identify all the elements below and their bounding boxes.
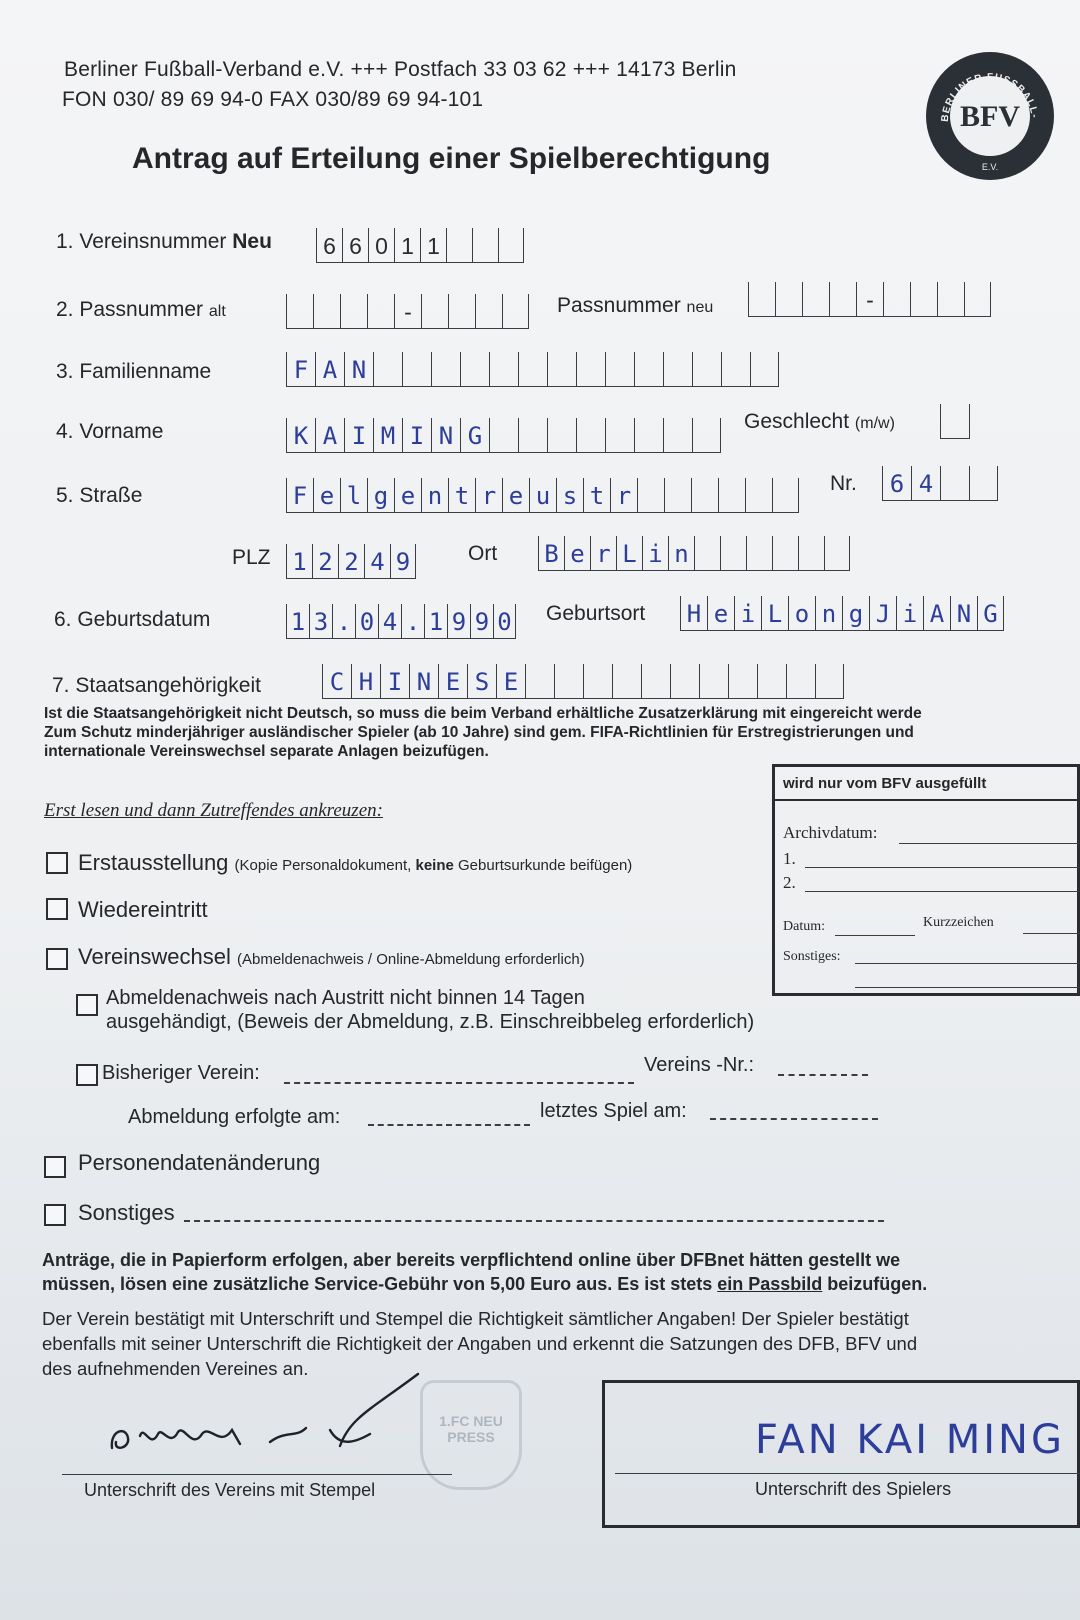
char-box[interactable]: N [344, 352, 373, 386]
char-box[interactable] [489, 352, 518, 386]
char-box[interactable] [750, 352, 779, 386]
char-box[interactable] [798, 536, 824, 570]
char-box[interactable]: F [286, 478, 313, 512]
ort-boxes[interactable] [538, 536, 850, 571]
char-box[interactable] [498, 228, 524, 262]
familienname-boxes[interactable] [286, 352, 779, 387]
char-box[interactable] [421, 294, 448, 328]
sonstiges-line[interactable] [184, 1220, 884, 1222]
club-signature-caption: Unterschrift des Vereins mit Stempel [84, 1480, 376, 1500]
char-box[interactable] [745, 478, 772, 512]
char-box[interactable]: 3 [309, 604, 332, 638]
geschlecht-box[interactable] [940, 404, 970, 439]
confirmation-text: Der Verein bestätigt mit Unterschrift und Stempel die Richtigkeit sämtlicher Angaben! Der Spieler bestätigt ebenfalls mit seiner Unterschrift die Richtigkeit der Angaben und erkennt die Satzungen des DFB, BFV und des aufnehmenden Vereines an. [42, 1308, 918, 1379]
char-box[interactable]: 2 [338, 544, 364, 578]
nr-label: Nr. [830, 472, 857, 495]
char-box[interactable] [313, 294, 340, 328]
official-sonstiges: Sonstiges: [783, 949, 841, 964]
abmeldung-line[interactable] [368, 1124, 530, 1126]
char-box[interactable] [718, 478, 745, 512]
char-box[interactable]: g [367, 478, 394, 512]
char-box[interactable] [547, 418, 576, 452]
char-box[interactable] [502, 294, 529, 328]
abmeldenachweis-label: Abmeldenachweis nach Austritt nicht binnen 14 Tagen ausgehändigt, (Beweis der Abmeldung, z.B. Einschreibbeleg erforderlich) [106, 987, 755, 1033]
staatsangehoerigkeit-boxes[interactable] [322, 664, 844, 699]
official-kurzzeichen: Kurzzeichen [923, 915, 994, 930]
char-box[interactable]: G [977, 596, 1004, 630]
char-box[interactable]: i [642, 536, 668, 570]
char-box[interactable]: e [313, 478, 340, 512]
char-box[interactable]: r [590, 536, 616, 570]
passnummer-neu-label: Passnummer neu [557, 294, 714, 317]
char-box[interactable]: e [502, 478, 529, 512]
vereinsnummer-label: 1. Vereinsnummer Neu [56, 230, 272, 253]
wiedereintritt-checkbox[interactable] [46, 898, 68, 920]
char-box[interactable]: u [529, 478, 556, 512]
plz-boxes[interactable] [286, 544, 416, 579]
letztes-spiel-line[interactable] [710, 1118, 878, 1120]
char-box[interactable] [829, 282, 856, 316]
char-box[interactable] [748, 282, 775, 316]
char-box[interactable] [802, 282, 829, 316]
char-box[interactable] [612, 664, 641, 698]
passnummer-alt-boxes[interactable] [286, 294, 529, 329]
char-box[interactable] [692, 418, 721, 452]
char-box[interactable]: N [409, 664, 438, 698]
char-box[interactable] [402, 352, 431, 386]
char-box[interactable] [460, 352, 489, 386]
char-box[interactable]: 4 [364, 544, 390, 578]
official-item-2: 2. [783, 873, 796, 892]
char-box[interactable]: E [496, 664, 525, 698]
passnummer-alt-label: 2. Passnummer alt [56, 298, 226, 321]
char-box[interactable] [757, 664, 786, 698]
char-box[interactable]: A [315, 418, 344, 452]
erstausstellung-checkbox[interactable] [46, 852, 68, 874]
char-box[interactable] [964, 282, 991, 316]
abmeldenachweis-checkbox[interactable] [76, 994, 98, 1016]
char-box[interactable]: 9 [470, 604, 493, 638]
char-box[interactable]: 9 [390, 544, 416, 578]
char-box[interactable]: K [286, 418, 315, 452]
char-box[interactable]: 1 [286, 604, 309, 638]
char-box[interactable]: J [869, 596, 896, 630]
personendaten-checkbox[interactable] [44, 1156, 66, 1178]
char-box[interactable]: C [322, 664, 351, 698]
char-box[interactable] [969, 466, 998, 500]
char-box[interactable] [340, 294, 367, 328]
char-box[interactable]: A [923, 596, 950, 630]
char-box[interactable]: I [344, 418, 373, 452]
char-box[interactable] [772, 478, 799, 512]
char-box[interactable] [824, 536, 850, 570]
char-box[interactable] [286, 294, 313, 328]
char-box[interactable]: L [761, 596, 788, 630]
geburtsdatum-label: 6. Geburtsdatum [54, 608, 211, 631]
char-box[interactable] [720, 536, 746, 570]
char-box[interactable]: B [538, 536, 564, 570]
char-box[interactable] [670, 664, 699, 698]
bisheriger-verein-line[interactable] [284, 1082, 634, 1084]
char-box[interactable]: r [610, 478, 637, 512]
char-box[interactable]: . [401, 604, 424, 638]
char-box[interactable] [691, 478, 718, 512]
nr-boxes[interactable] [882, 466, 998, 501]
player-signature: FAN KAI MING [755, 1417, 1065, 1463]
char-box[interactable]: 4 [911, 466, 940, 500]
char-box[interactable]: M [373, 418, 402, 452]
player-signature-box[interactable] [602, 1380, 1080, 1528]
char-box[interactable] [367, 294, 394, 328]
char-box[interactable] [605, 418, 634, 452]
char-box[interactable]: t [448, 478, 475, 512]
char-box[interactable] [576, 418, 605, 452]
char-box[interactable] [525, 664, 554, 698]
bfv-logo [926, 52, 1054, 180]
sonstiges-checkbox[interactable] [44, 1204, 66, 1226]
geschlecht-label: Geschlecht (m/w) [744, 410, 895, 433]
vorname-boxes[interactable] [286, 418, 721, 453]
char-box[interactable] [518, 352, 547, 386]
char-box[interactable]: e [564, 536, 590, 570]
letztes-spiel-label: letztes Spiel am: [540, 1100, 687, 1122]
char-box[interactable]: t [583, 478, 610, 512]
vereinswechsel-label: Vereinswechsel (Abmeldenachweis / Online-Abmeldung erforderlich) [78, 944, 585, 969]
char-box[interactable]: 0 [493, 604, 516, 638]
char-box[interactable] [746, 536, 772, 570]
char-box[interactable]: 6 [342, 228, 368, 262]
char-box[interactable]: S [467, 664, 496, 698]
char-box[interactable]: n [668, 536, 694, 570]
char-box[interactable]: 1 [424, 604, 447, 638]
bisheriger-verein-label: Bisheriger Verein: [102, 1062, 260, 1084]
char-box[interactable]: 2 [312, 544, 338, 578]
char-box[interactable] [786, 664, 815, 698]
vorname-label: 4. Vorname [56, 420, 164, 443]
char-box[interactable] [605, 352, 634, 386]
form-title: Antrag auf Erteilung einer Spielberechtigung [132, 142, 771, 175]
char-box[interactable]: g [842, 596, 869, 630]
char-box[interactable] [940, 466, 969, 500]
logo-ev: E.V. [981, 162, 999, 172]
char-box[interactable]: 4 [378, 604, 401, 638]
char-box[interactable]: H [680, 596, 707, 630]
char-box[interactable]: F [286, 352, 315, 386]
player-signature-caption: Unterschrift des Spielers [755, 1479, 952, 1499]
char-box[interactable] [883, 282, 910, 316]
char-box[interactable] [448, 294, 475, 328]
sonstiges-label: Sonstiges [78, 1200, 175, 1225]
char-box[interactable] [634, 418, 663, 452]
char-box[interactable] [472, 228, 498, 262]
instructions-text: Erst lesen und dann Zutreffendes ankreuzen: [44, 800, 383, 821]
service-fee-notice: Anträge, die in Papierform erfolgen, aber bereits verpflichtend online über DFBnet hätten gestellt we müssen, lösen eine zusätzliche Service-Gebühr von 5,00 Euro aus. Es ist stets ein Passbild beizufügen. [42, 1250, 928, 1294]
vereinsnummer-boxes[interactable] [316, 228, 524, 263]
char-box[interactable]: n [421, 478, 448, 512]
char-box[interactable] [373, 352, 402, 386]
strasse-boxes[interactable] [286, 478, 799, 513]
official-item-1: 1. [783, 849, 796, 868]
personendaten-label: Personendatenänderung [78, 1150, 321, 1175]
geburtsdatum-boxes[interactable] [286, 604, 516, 639]
char-box[interactable] [937, 282, 964, 316]
char-box[interactable]: e [394, 478, 421, 512]
char-box[interactable]: - [394, 294, 421, 328]
char-box[interactable]: - [856, 282, 883, 316]
char-box[interactable]: e [707, 596, 734, 630]
official-box-title: wird nur vom BFV ausgefüllt [783, 775, 987, 792]
club-stamp: 1.FC NEU PRESS [420, 1380, 522, 1490]
char-box[interactable]: N [950, 596, 977, 630]
plz-label: PLZ [232, 546, 271, 569]
char-box[interactable]: s [556, 478, 583, 512]
char-box[interactable] [664, 478, 691, 512]
char-box[interactable] [940, 404, 970, 438]
char-box[interactable]: 0 [355, 604, 378, 638]
char-box[interactable] [446, 228, 472, 262]
char-box[interactable] [692, 352, 721, 386]
char-box[interactable] [576, 352, 605, 386]
char-box[interactable] [583, 664, 612, 698]
char-box[interactable] [637, 478, 664, 512]
char-box[interactable]: 1 [394, 228, 420, 262]
char-box[interactable] [772, 536, 798, 570]
logo-ring-text: BERLINER FUSSBALL- [939, 71, 1040, 123]
char-box[interactable]: 1 [286, 544, 312, 578]
char-box[interactable] [641, 664, 670, 698]
char-box[interactable]: i [734, 596, 761, 630]
staatsangehoerigkeit-label: 7. Staatsangehörigkeit [52, 674, 261, 697]
char-box[interactable] [728, 664, 757, 698]
nationality-notice: Ist die Staatsangehörigkeit nicht Deutsch, so muss die beim Verband erhältliche Zusatzerklärung mit eingereicht werde Zum Schutz minderjähriger ausländischer Spieler (ab 10 Jahre) sind gem. FIFA-Richtlinien für Erstregistrierungen und internationale Vereinswechsel separate Anlagen beizufügen. [44, 705, 922, 760]
char-box[interactable] [663, 352, 692, 386]
club-signature [100, 1370, 430, 1470]
vereins-nr-label: Vereins -Nr.: [644, 1054, 755, 1076]
char-box[interactable]: . [332, 604, 355, 638]
header-address: Berliner Fußball-Verband e.V. +++ Postfach 33 03 62 +++ 14173 Berlin [64, 58, 737, 81]
char-box[interactable] [489, 418, 518, 452]
char-box[interactable]: 9 [447, 604, 470, 638]
char-box[interactable]: l [340, 478, 367, 512]
geburtsort-label: Geburtsort [546, 602, 646, 625]
bisheriger-verein-checkbox[interactable] [76, 1064, 98, 1086]
char-box[interactable]: 0 [368, 228, 394, 262]
char-box[interactable]: I [380, 664, 409, 698]
familienname-label: 3. Familienname [56, 360, 212, 383]
geburtsort-boxes[interactable] [680, 596, 1004, 631]
char-box[interactable] [775, 282, 802, 316]
char-box[interactable] [475, 294, 502, 328]
char-box[interactable]: o [788, 596, 815, 630]
char-box[interactable]: 1 [420, 228, 446, 262]
char-box[interactable]: 6 [882, 466, 911, 500]
char-box[interactable]: N [431, 418, 460, 452]
bfv-emblem-icon [926, 52, 1054, 180]
char-box[interactable]: E [438, 664, 467, 698]
char-box[interactable] [721, 352, 750, 386]
strasse-label: 5. Straße [56, 484, 143, 507]
erstausstellung-label: Erstausstellung (Kopie Personaldokument, keine Geburtsurkunde beifügen) [78, 850, 633, 875]
char-box[interactable]: I [402, 418, 431, 452]
char-box[interactable] [694, 536, 720, 570]
char-box[interactable]: r [475, 478, 502, 512]
char-box[interactable]: 6 [316, 228, 342, 262]
char-box[interactable]: n [815, 596, 842, 630]
char-box[interactable] [815, 664, 844, 698]
logo-monogram: BFV [960, 100, 1020, 133]
char-box[interactable] [547, 352, 576, 386]
char-box[interactable] [699, 664, 728, 698]
char-box[interactable] [554, 664, 583, 698]
archivdatum-label: Archivdatum: [783, 823, 878, 842]
vereins-nr-line[interactable] [778, 1074, 868, 1076]
vereinswechsel-checkbox[interactable] [46, 948, 68, 970]
char-box[interactable] [431, 352, 460, 386]
bfv-official-box [772, 764, 1080, 996]
char-box[interactable] [518, 418, 547, 452]
char-box[interactable]: L [616, 536, 642, 570]
char-box[interactable] [663, 418, 692, 452]
passnummer-neu-boxes[interactable] [748, 282, 991, 317]
header-phone-fax: FON 030/ 89 69 94-0 FAX 030/89 69 94-101 [62, 88, 484, 111]
char-box[interactable]: H [351, 664, 380, 698]
char-box[interactable]: A [315, 352, 344, 386]
char-box[interactable]: i [896, 596, 923, 630]
char-box[interactable] [634, 352, 663, 386]
char-box[interactable] [910, 282, 937, 316]
ort-label: Ort [468, 542, 498, 565]
char-box[interactable]: G [460, 418, 489, 452]
abmeldung-label: Abmeldung erfolgte am: [128, 1106, 341, 1128]
wiedereintritt-label: Wiedereintritt [78, 897, 208, 922]
official-datum: Datum: [783, 919, 825, 934]
